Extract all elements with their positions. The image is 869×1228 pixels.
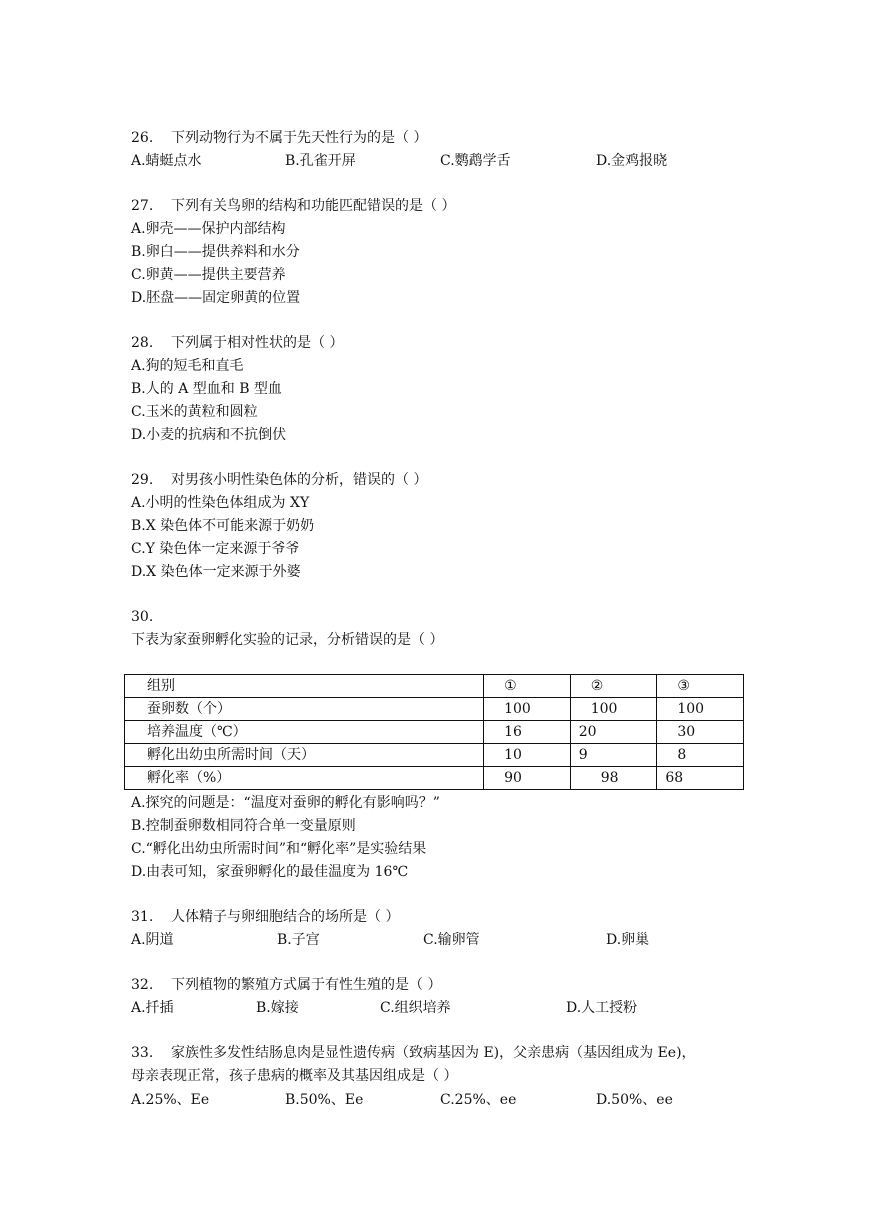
option-a[interactable]: A.25%、Ee [131,1092,210,1108]
question-number: 27. [131,198,154,214]
question-30-option-a[interactable]: A.探究的问题是：“温度对蚕卵的孵化有影响吗？” [131,795,440,811]
option-c[interactable]: C.25%、ee [440,1092,517,1108]
question-29-option-d[interactable]: D.X 染色体一定来源于外婆 [131,564,301,580]
question-27-stem: 27. 下列有关鸟卵的结构和功能匹配错误的是（ ） [131,198,456,214]
question-30-number: 30. [131,609,154,625]
table-cell: 孵化率（%） [125,767,484,790]
question-32-stem: 32. 下列植物的繁殖方式属于有性生殖的是（ ） [131,977,442,993]
option-a[interactable]: A.阴道 [131,932,174,948]
question-number: 32. [131,977,154,993]
option-c[interactable]: C.输卵管 [423,932,480,948]
table-cell: 100 [484,698,571,721]
table-cell: 孵化出幼虫所需时间（天） [125,744,484,767]
question-27-option-a[interactable]: A.卵壳——保护内部结构 [131,221,286,237]
question-29-stem: 29. 对男孩小明性染色体的分析，错误的（ ） [131,472,428,488]
table-row [125,767,744,790]
question-28-option-d[interactable]: D.小麦的抗病和不抗倒伏 [131,427,287,443]
option-b[interactable]: B.孔雀开屏 [285,153,356,169]
table-row [125,675,744,698]
question-29-option-b[interactable]: B.X 染色体不可能来源于奶奶 [131,518,315,534]
table-cell: 90 [484,767,571,790]
question-33-stem-line2: 母亲表现正常，孩子患病的概率及其基因组成是（ ） [131,1068,458,1084]
question-number: 26. [131,130,154,146]
table-cell: 20 [570,721,657,744]
option-a[interactable]: A.扦插 [131,1000,174,1016]
question-28-option-c[interactable]: C.玉米的黄粒和圆粒 [131,404,258,420]
question-30-stem: 下表为家蚕卵孵化实验的记录，分析错误的是（ ） [131,632,444,648]
table-cell: 培养温度（℃） [125,721,484,744]
question-27-option-b[interactable]: B.卵白——提供养料和水分 [131,244,300,260]
option-c[interactable]: C.鹦鹉学舌 [440,153,511,169]
question-30-option-c[interactable]: C.“孵化出幼虫所需时间”和“孵化率”是实验结果 [131,841,427,857]
experiment-table [124,674,744,790]
table-cell: 68 [657,767,744,790]
option-d[interactable]: D.人工授粉 [566,1000,638,1016]
table-cell: 10 [484,744,571,767]
table-cell: ① [484,675,571,698]
question-31-options [131,931,731,949]
table-cell: 16 [484,721,571,744]
question-number: 33. [131,1045,154,1061]
option-b[interactable]: B.50%、Ee [285,1092,364,1108]
question-30-option-b[interactable]: B.控制蚕卵数相同符合单一变量原则 [131,818,356,834]
table-row [125,698,744,721]
table-cell: 98 [570,767,657,790]
table-cell: 组别 [125,675,484,698]
table-cell: 100 [570,698,657,721]
table-cell: 30 [657,721,744,744]
table-row [125,744,744,767]
question-number: 31. [131,909,154,925]
table-cell: ③ [657,675,744,698]
option-d[interactable]: D.50%、ee [596,1092,673,1108]
question-28-option-b[interactable]: B.人的 A 型血和 B 型血 [131,381,282,397]
question-26-stem: 26. 下列动物行为不属于先天性行为的是（ ） [131,130,428,146]
option-b[interactable]: B.嫁接 [256,1000,299,1016]
table-cell: 8 [657,744,744,767]
question-27-option-c[interactable]: C.卵黄——提供主要营养 [131,267,286,283]
option-a[interactable]: A.蜻蜓点水 [131,153,202,169]
question-29-option-c[interactable]: C.Y 染色体一定来源于爷爷 [131,541,300,557]
table-row [125,721,744,744]
option-d[interactable]: D.卵巢 [606,932,650,948]
question-number: 29. [131,472,154,488]
question-32-options [131,999,731,1017]
question-28-stem: 28. 下列属于相对性状的是（ ） [131,335,344,351]
option-d[interactable]: D.金鸡报晓 [596,153,668,169]
question-27-option-d[interactable]: D.胚盘——固定卵黄的位置 [131,290,301,306]
table-cell: 100 [657,698,744,721]
option-c[interactable]: C.组织培养 [380,1000,451,1016]
question-31-stem: 31. 人体精子与卵细胞结合的场所是（ ） [131,909,400,925]
question-33-options [131,1091,731,1109]
question-29-option-a[interactable]: A.小明的性染色体组成为 XY [131,495,310,511]
question-33-stem-line1: 33. 家族性多发性结肠息肉是显性遗传病（致病基因为 E)，父亲患病（基因组成为 Ee)， [131,1045,696,1061]
question-26-options [131,152,731,170]
question-30-option-d[interactable]: D.由表可知，家蚕卵孵化的最佳温度为 16℃ [131,864,409,880]
table-cell: ② [570,675,657,698]
table-cell: 蚕卵数（个） [125,698,484,721]
question-28-option-a[interactable]: A.狗的短毛和直毛 [131,358,244,374]
question-number: 28. [131,335,154,351]
option-b[interactable]: B.子宫 [277,932,320,948]
table-cell: 9 [570,744,657,767]
